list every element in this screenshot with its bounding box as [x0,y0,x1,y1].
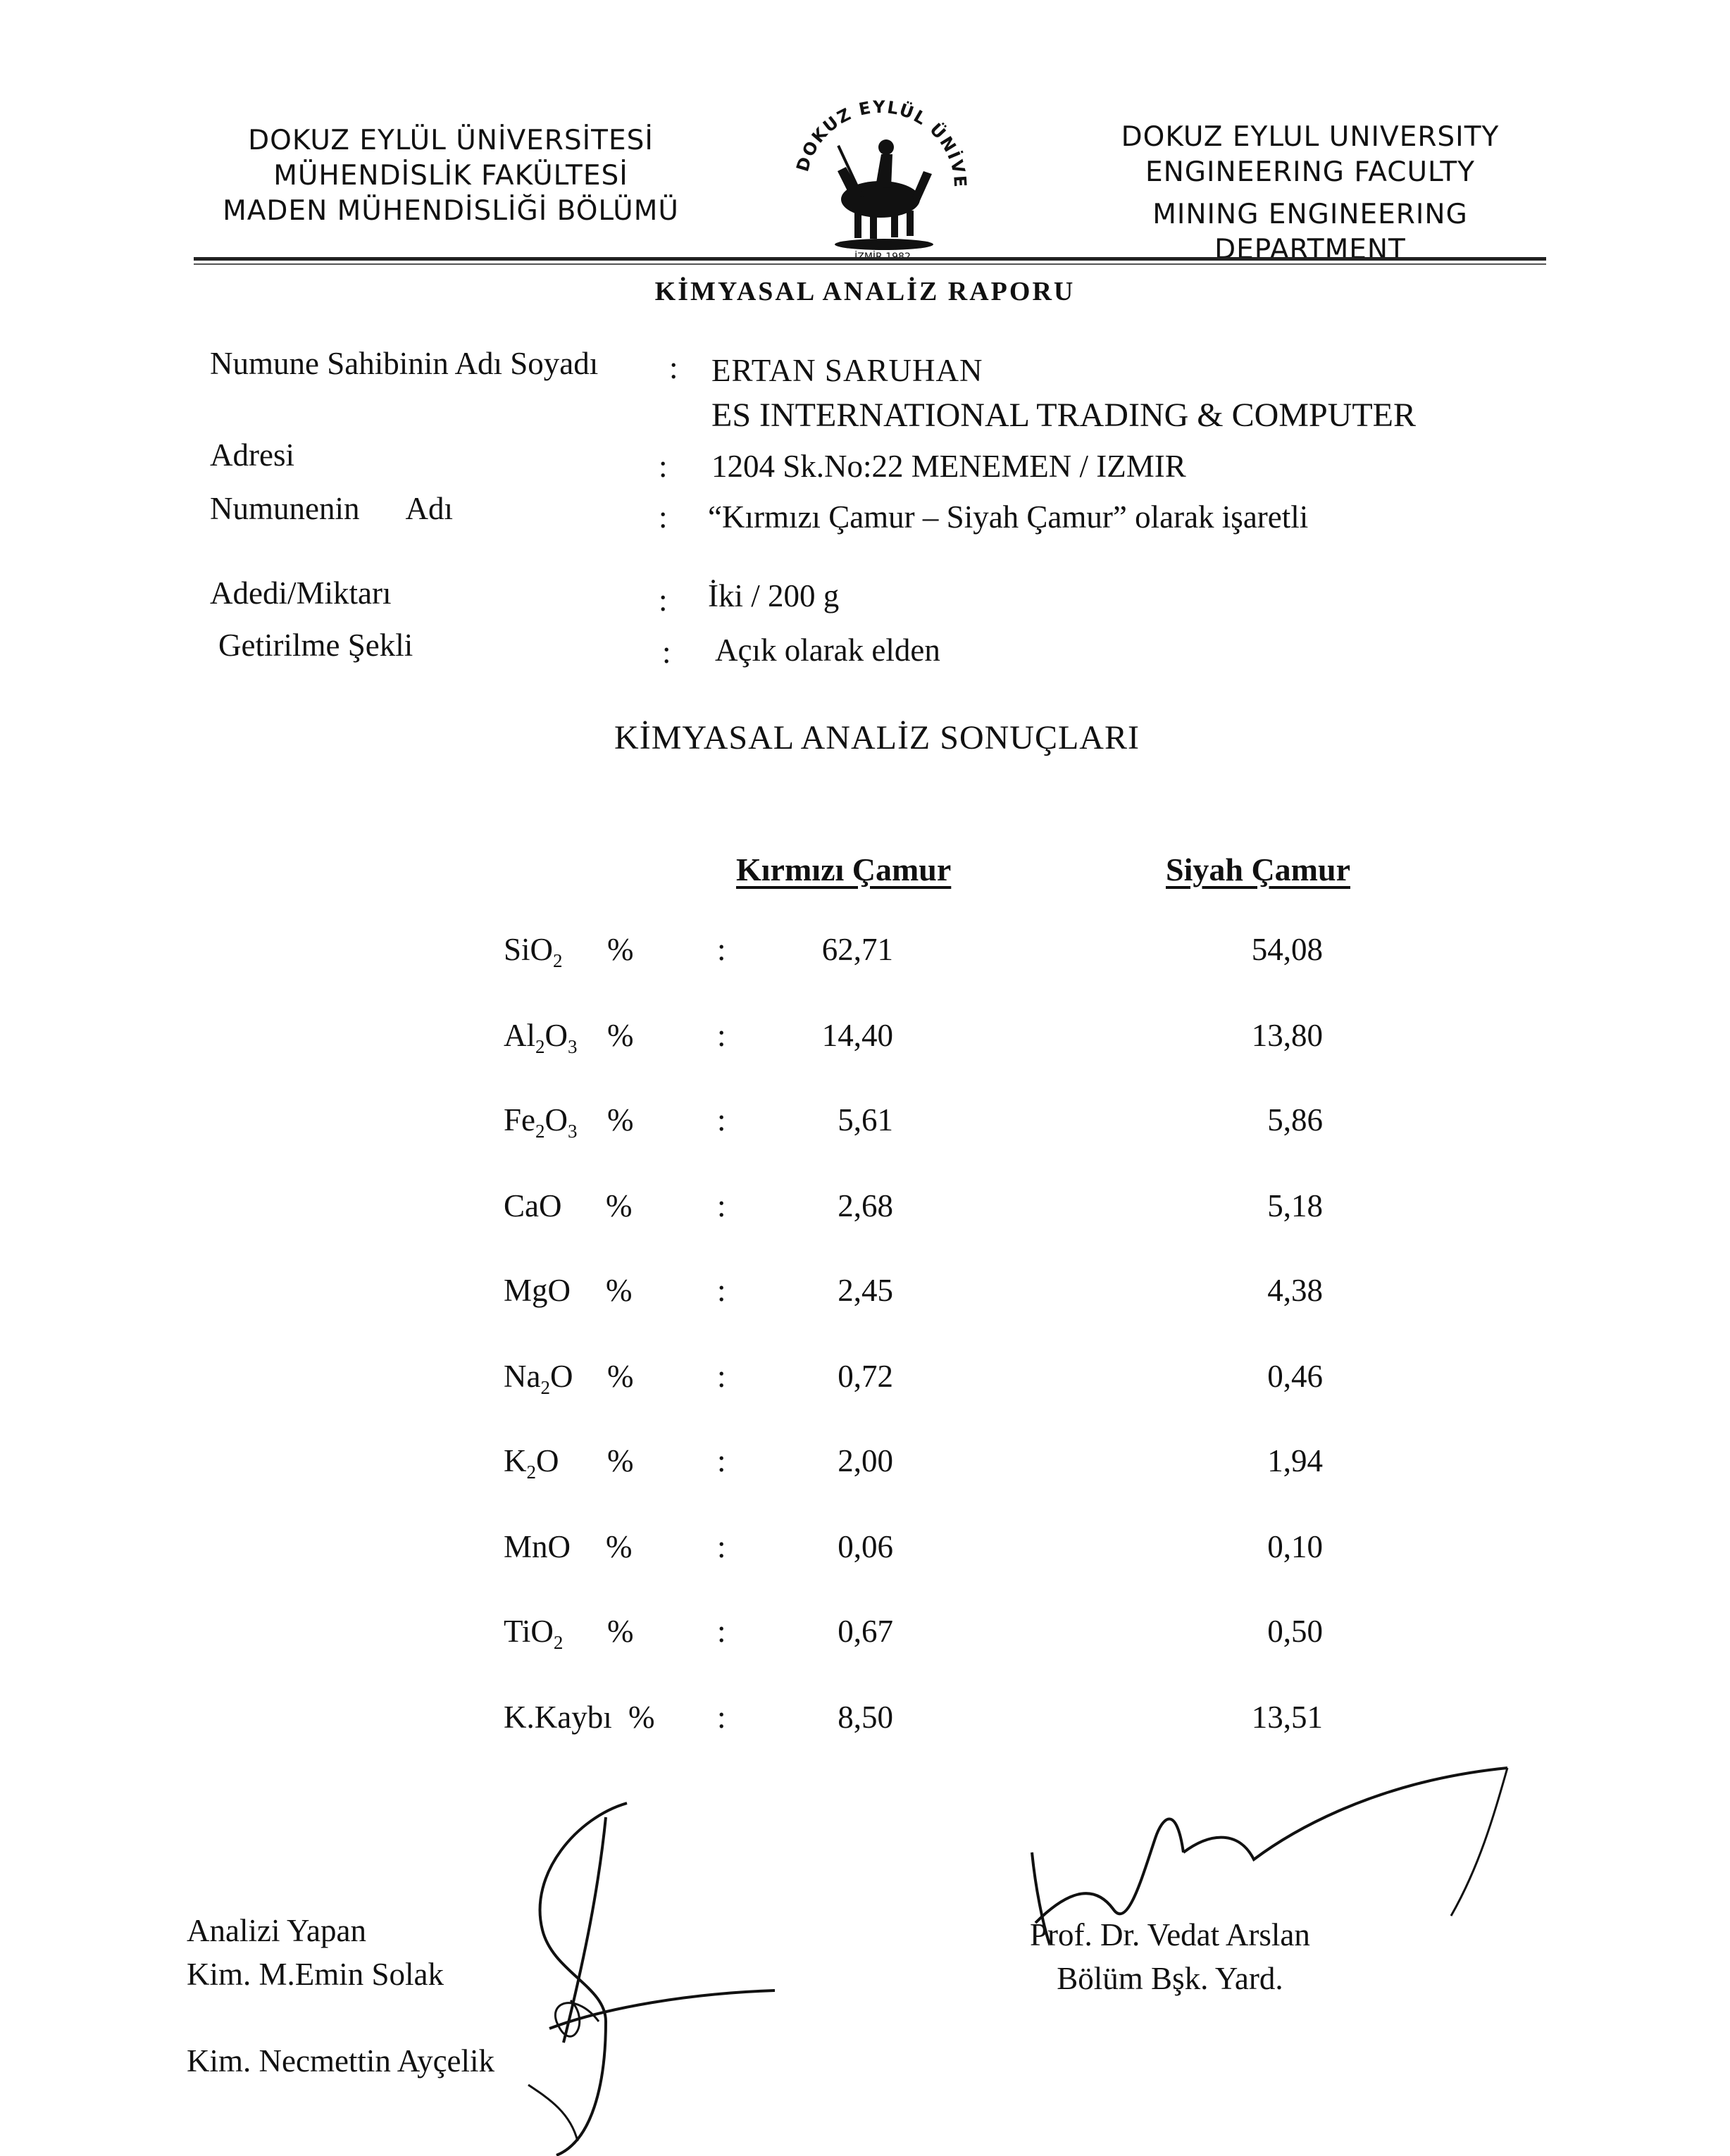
header-rule [194,257,1546,261]
unit-label: % [607,1102,634,1138]
header-right [1078,120,1543,268]
approver-title: Bölüm Bşk. Yard. [1057,1961,1283,1996]
column-header-red-mud: Kırmızı Çamur [736,852,952,887]
compound-part: 2 [535,1036,545,1057]
row-colon: : [717,1188,726,1223]
value-black-mud: 54,08 [1251,932,1323,967]
info-colon: : [662,635,671,670]
row-colon: : [717,1443,726,1478]
compound-label [504,1358,573,1399]
unit-label: % [607,1359,634,1394]
row-colon: : [717,1700,726,1735]
compound-part: CaO [504,1188,562,1223]
analyst-signature [394,1789,817,2156]
value-black-mud: 13,51 [1251,1700,1323,1735]
compound-part: 3 [568,1121,578,1142]
compound-part: SiO [504,932,554,967]
unit-label: % [606,1188,633,1223]
approver-signature [1000,1754,1536,1965]
value-black-mud: 0,50 [1267,1614,1323,1649]
compound-part: O [544,1018,568,1053]
info-label-owner: Numune Sahibinin Adı Soyadı [210,346,599,381]
info-label-address: Adresi [210,437,294,473]
value-red-mud: 2,68 [838,1188,893,1223]
info-colon: : [669,350,678,385]
header-left-line: DOKUZ EYLÜL ÜNİVERSİTESİ [248,125,654,156]
info-value-quantity: İki / 200 g [708,578,840,613]
compound-part: K [504,1443,527,1478]
value-red-mud: 2,00 [838,1443,893,1478]
compound-part: O [544,1102,568,1138]
unit-label: % [607,1018,634,1053]
header-left-line: MADEN MÜHENDİSLİĞİ BÖLÜMÜ [223,195,679,227]
info-value-owner: ERTAN SARUHAN [711,353,983,388]
value-black-mud: 5,18 [1267,1188,1323,1223]
compound-label [504,1272,571,1313]
column-header-black-mud: Siyah Çamur [1166,852,1350,887]
svg-text:DOKUZ EYLÜL ÜNİVERSİTESİ: DOKUZ EYLÜL ÜNİVE [792,96,971,189]
compound-label [504,1613,563,1654]
row-colon: : [717,1102,726,1138]
seal-icon [778,81,983,264]
compound-part: 3 [568,1036,578,1057]
row-colon: : [717,1614,726,1649]
info-colon: : [659,582,668,618]
university-seal-logo [778,81,983,264]
compound-label [504,1102,578,1142]
value-red-mud: 0,06 [838,1529,893,1564]
compound-part: K.Kaybı [504,1700,612,1735]
compound-part: 2 [526,1462,536,1483]
analyst-title: Analizi Yapan [187,1913,366,1948]
row-colon: : [717,1273,726,1308]
compound-part: MgO [504,1273,571,1308]
info-value-address: 1204 Sk.No:22 MENEMEN / IZMIR [711,449,1186,484]
value-red-mud: 62,71 [821,932,893,967]
info-colon: : [659,449,668,484]
header-right-line: DEPARTMENT [1214,234,1406,266]
compound-part: 2 [540,1377,550,1398]
row-colon: : [717,1529,726,1564]
value-black-mud: 0,46 [1267,1359,1323,1394]
value-black-mud: 0,10 [1267,1529,1323,1564]
info-label-quantity: Adedi/Miktarı [210,575,392,611]
row-colon: : [717,1359,726,1394]
compound-label [504,1017,578,1058]
compound-label [504,1442,559,1483]
info-value-delivery: Açık olarak elden [715,633,940,668]
unit-label: % [607,1443,634,1478]
compound-part: TiO [504,1614,554,1649]
compound-label [504,1699,612,1740]
value-red-mud: 14,40 [821,1018,893,1053]
compound-part: MnO [504,1529,571,1564]
compound-label [504,1528,571,1569]
compound-part: 2 [535,1121,545,1142]
value-red-mud: 8,50 [838,1700,893,1735]
value-red-mud: 0,72 [838,1359,893,1394]
info-value-company: ES INTERNATIONAL TRADING & COMPUTER [711,397,1416,434]
compound-part: 2 [553,950,563,971]
value-red-mud: 5,61 [838,1102,893,1138]
value-black-mud: 5,86 [1267,1102,1323,1138]
report-title: KİMYASAL ANALİZ RAPORU [654,277,1076,306]
compound-label [504,931,563,972]
unit-label: % [607,932,634,967]
compound-part: Na [504,1359,541,1394]
section-title: KİMYASAL ANALİZ SONUÇLARI [614,719,1140,756]
unit-label: % [628,1700,655,1735]
info-label-delivery: Getirilme Şekli [218,628,413,663]
value-black-mud: 1,94 [1267,1443,1323,1478]
seal-year-text: İZMİR 1982 [854,251,911,263]
second-analyst-name: Kim. Necmettin Ayçelik [187,2043,495,2079]
compound-part: Fe [504,1102,535,1138]
value-red-mud: 2,45 [838,1273,893,1308]
unit-label: % [607,1614,634,1649]
value-black-mud: 4,38 [1267,1273,1323,1308]
header-left-line: MÜHENDİSLİK FAKÜLTESİ [273,160,628,192]
header-left [211,123,690,229]
header-right-line: MINING ENGINEERING [1152,199,1468,230]
compound-part: O [549,1359,573,1394]
header-right-line: DOKUZ EYLUL UNIVERSITY [1121,121,1500,153]
compound-part: O [536,1443,559,1478]
unit-label: % [606,1529,633,1564]
compound-part: Al [504,1018,535,1053]
unit-label: % [606,1273,633,1308]
analyst-name: Kim. M.Emin Solak [187,1957,444,1992]
header-right-line: ENGINEERING FACULTY [1145,156,1475,188]
value-red-mud: 0,67 [838,1614,893,1649]
header-rule-thin [194,263,1546,265]
info-value-sample-name: “Kırmızı Çamur – Siyah Çamur” olarak işaretli [708,499,1309,535]
row-colon: : [717,1018,726,1053]
compound-part: 2 [553,1632,564,1653]
value-black-mud: 13,80 [1251,1018,1323,1053]
info-label-sample-name: Numunenin Adı [210,491,453,526]
approver-name: Prof. Dr. Vedat Arslan [1030,1917,1310,1952]
row-colon: : [717,932,726,967]
compound-label [504,1188,562,1228]
info-colon: : [659,499,668,535]
